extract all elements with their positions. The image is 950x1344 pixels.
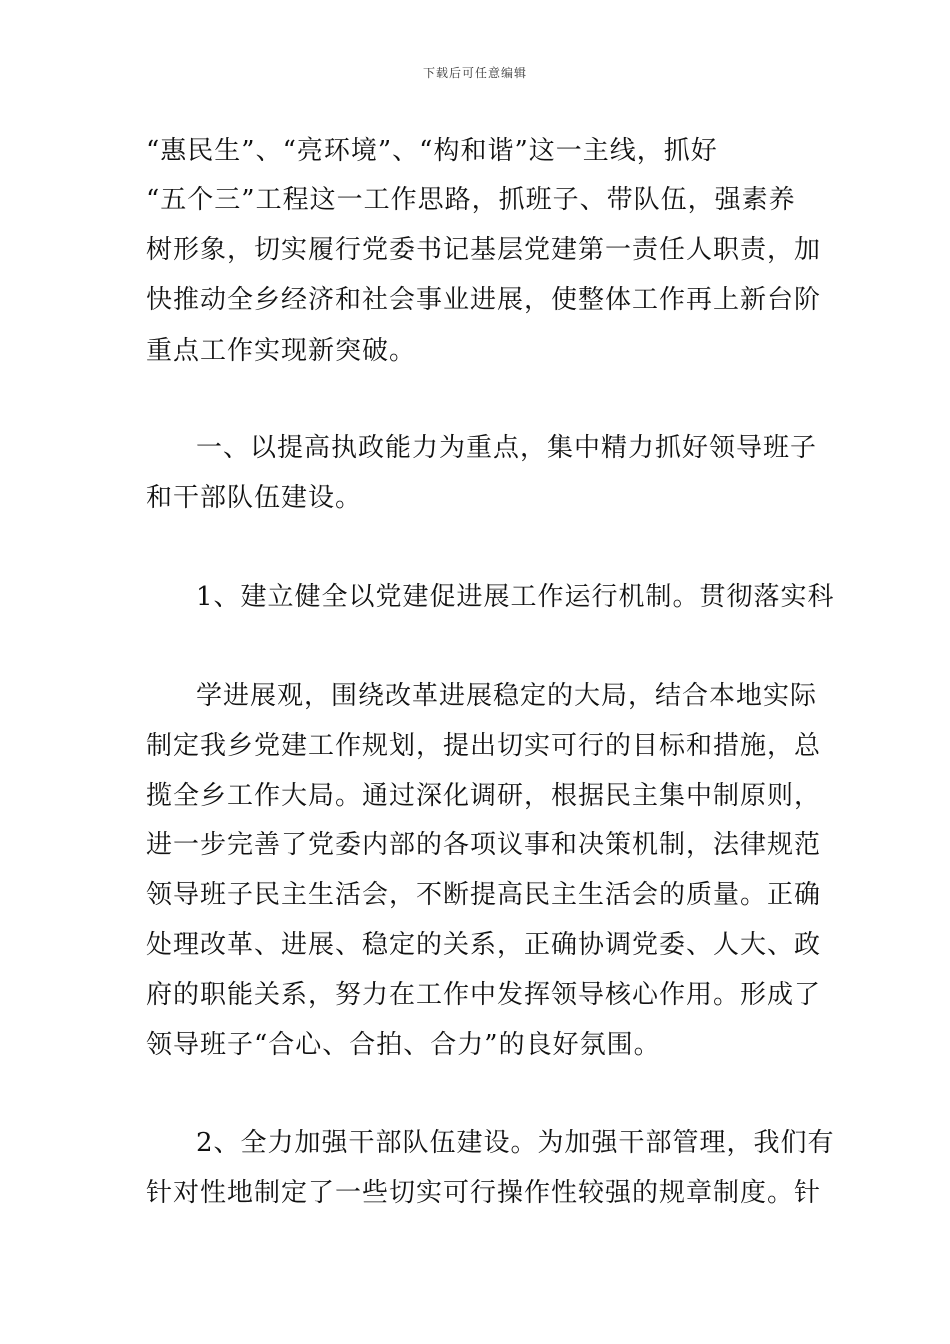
page-header: 下载后可任意编辑 <box>422 66 527 80</box>
paragraph-4-line-4: 进一步完善了党委内部的各项议事和决策机制，法律规范 <box>146 830 822 860</box>
paragraph-4-line-5: 领导班子民主生活会，不断提高民主生活会的质量。正确 <box>146 880 822 910</box>
paragraph-4-line-8: 领导班子“合心、合拍、合力”的良好氛围。 <box>146 1030 661 1060</box>
paragraph-1-line-4: 快推动全乡经济和社会事业进展，使整体工作再上新台阶 <box>146 285 822 315</box>
paragraph-5-line-2: 针对性地制定了一些切实可行操作性较强的规章制度。针 <box>146 1178 822 1208</box>
paragraph-2-line-2: 和干部队伍建设。 <box>146 483 363 513</box>
paragraph-1-line-1: “惠民生”、“亮环境”、“构和谐”这一主线，抓好 <box>146 136 718 166</box>
paragraph-1-line-5: 重点工作实现新突破。 <box>146 336 417 366</box>
paragraph-1-line-2: “五个三”工程这一工作思路，抓班子、带队伍，强素养 <box>146 185 796 215</box>
paragraph-1-line-3: 树形象，切实履行党委书记基层党建第一责任人职责，加 <box>146 235 822 265</box>
paragraph-5-line-1: 2、全力加强干部队伍建设。为加强干部管理，我们有 <box>196 1128 835 1158</box>
paragraph-3-line-1: 1、建立健全以党建促进展工作运行机制。贯彻落实科 <box>196 582 835 612</box>
paragraph-2-line-1: 一、以提高执政能力为重点，集中精力抓好领导班子 <box>196 433 818 463</box>
paragraph-4-line-2: 制定我乡党建工作规划，提出切实可行的目标和措施，总 <box>146 731 822 761</box>
paragraph-4-line-1: 学进展观，围绕改革进展稳定的大局，结合本地实际 <box>196 681 818 711</box>
paragraph-4-line-6: 处理改革、进展、稳定的关系，正确协调党委、人大、政 <box>146 930 822 960</box>
paragraph-4-line-3: 揽全乡工作大局。通过深化调研，根据民主集中制原则， <box>146 781 822 811</box>
paragraph-4-line-7: 府的职能关系，努力在工作中发挥领导核心作用。形成了 <box>146 980 822 1010</box>
